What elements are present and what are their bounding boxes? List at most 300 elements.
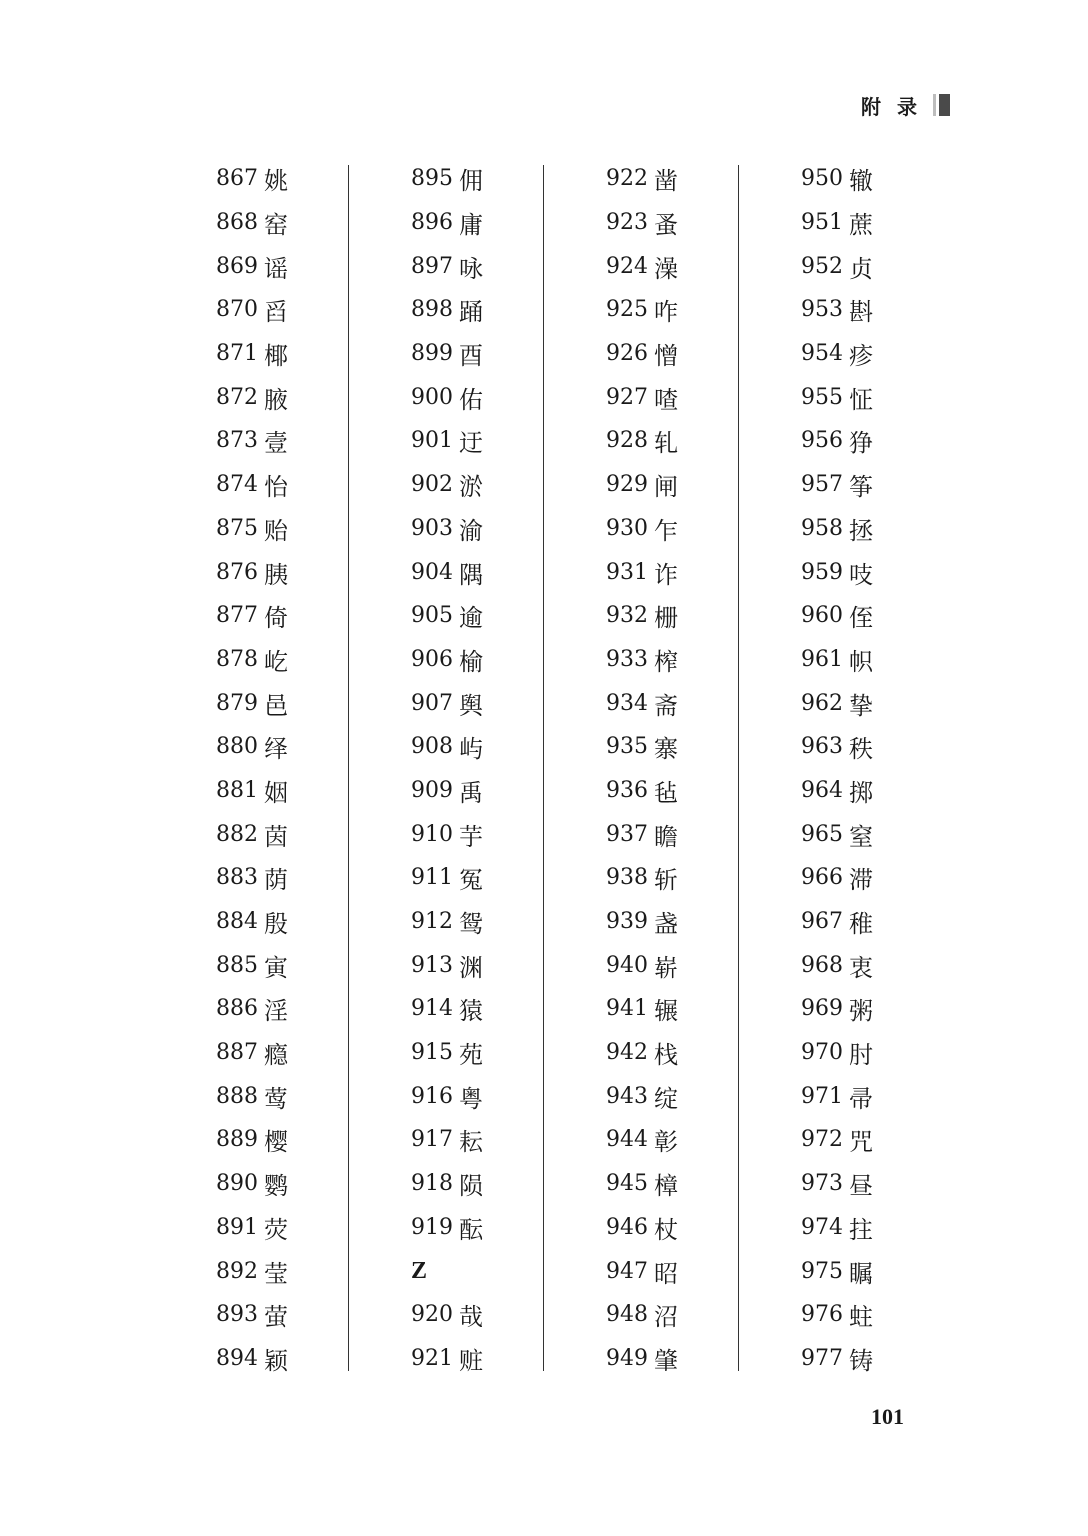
entry-character: 淤 bbox=[459, 473, 483, 502]
entry-number: 963 bbox=[801, 734, 843, 760]
entry-character: 凿 bbox=[654, 167, 678, 196]
entry-character: 屿 bbox=[459, 735, 483, 764]
page-header bbox=[861, 90, 950, 120]
list-item bbox=[606, 943, 801, 987]
list-item bbox=[216, 987, 411, 1031]
list-item bbox=[801, 900, 996, 944]
list-item bbox=[801, 375, 996, 419]
list-item bbox=[411, 1162, 606, 1206]
list-item bbox=[411, 900, 606, 944]
entry-number: 869 bbox=[216, 253, 258, 279]
entry-character: 挚 bbox=[849, 691, 873, 720]
entry-number: 880 bbox=[216, 734, 258, 760]
entry-character: 颖 bbox=[264, 1346, 288, 1375]
list-item bbox=[606, 681, 801, 725]
list-item bbox=[606, 375, 801, 419]
entry-character: 绽 bbox=[654, 1084, 678, 1113]
entry-number: 870 bbox=[216, 297, 258, 323]
list-item bbox=[411, 1118, 606, 1162]
entry-number: 875 bbox=[216, 515, 258, 541]
entry-character: 斟 bbox=[849, 298, 873, 327]
entry-character: 渝 bbox=[459, 516, 483, 545]
entry-character: 谣 bbox=[264, 254, 288, 283]
entry-character: 屹 bbox=[264, 647, 288, 676]
list-item bbox=[216, 900, 411, 944]
entry-number: 916 bbox=[411, 1083, 453, 1109]
entry-number: 915 bbox=[411, 1040, 453, 1066]
entry-number: 883 bbox=[216, 865, 258, 891]
entry-character: 猿 bbox=[459, 997, 483, 1026]
entry-number: 908 bbox=[411, 734, 453, 760]
list-item bbox=[411, 638, 606, 682]
entry-number: 906 bbox=[411, 646, 453, 672]
entry-number: 961 bbox=[801, 646, 843, 672]
entry-number: 976 bbox=[801, 1302, 843, 1328]
entry-character: 窑 bbox=[264, 211, 288, 240]
list-item bbox=[411, 1337, 606, 1381]
entry-character: 茵 bbox=[264, 822, 288, 851]
entry-character: 肇 bbox=[654, 1346, 678, 1375]
entry-number: 967 bbox=[801, 909, 843, 935]
list-item bbox=[216, 550, 411, 594]
entry-number: 937 bbox=[606, 821, 648, 847]
entry-number: 904 bbox=[411, 559, 453, 585]
entry-number: 930 bbox=[606, 515, 648, 541]
entry-number: 889 bbox=[216, 1127, 258, 1153]
entry-character: 蔗 bbox=[849, 211, 873, 240]
list-item bbox=[411, 550, 606, 594]
list-item bbox=[801, 550, 996, 594]
entry-number: 939 bbox=[606, 909, 648, 935]
character-column-2 bbox=[411, 157, 606, 1380]
entry-character: 苑 bbox=[459, 1041, 483, 1070]
list-item bbox=[216, 594, 411, 638]
entry-number: 943 bbox=[606, 1083, 648, 1109]
entry-number: 971 bbox=[801, 1083, 843, 1109]
entry-character: 芋 bbox=[459, 822, 483, 851]
list-item bbox=[411, 463, 606, 507]
list-item bbox=[606, 1074, 801, 1118]
entry-character: 咏 bbox=[459, 254, 483, 283]
entry-character: 粤 bbox=[459, 1084, 483, 1113]
entry-number: 877 bbox=[216, 603, 258, 629]
list-item bbox=[606, 1337, 801, 1381]
entry-character: 咋 bbox=[654, 298, 678, 327]
list-item bbox=[216, 856, 411, 900]
entry-character: 吱 bbox=[849, 560, 873, 589]
entry-number: 884 bbox=[216, 909, 258, 935]
list-item bbox=[801, 638, 996, 682]
list-item bbox=[216, 463, 411, 507]
entry-character: 佣 bbox=[459, 167, 483, 196]
entry-number: 879 bbox=[216, 690, 258, 716]
list-item bbox=[606, 507, 801, 551]
entry-character: 荫 bbox=[264, 866, 288, 895]
list-item bbox=[606, 1118, 801, 1162]
list-item bbox=[606, 463, 801, 507]
entry-character: 耘 bbox=[459, 1128, 483, 1157]
list-item bbox=[801, 1206, 996, 1250]
list-item bbox=[606, 594, 801, 638]
entry-character: 乍 bbox=[654, 516, 678, 545]
list-item bbox=[216, 332, 411, 376]
list-item bbox=[801, 1293, 996, 1337]
entry-number: 882 bbox=[216, 821, 258, 847]
list-item bbox=[801, 943, 996, 987]
list-item bbox=[801, 332, 996, 376]
list-item bbox=[411, 1031, 606, 1075]
entry-number: 912 bbox=[411, 909, 453, 935]
entry-character: 哉 bbox=[459, 1303, 483, 1332]
list-item bbox=[411, 725, 606, 769]
entry-number: 902 bbox=[411, 472, 453, 498]
entry-character: 鹦 bbox=[264, 1172, 288, 1201]
entry-number: 975 bbox=[801, 1258, 843, 1284]
list-item bbox=[216, 1074, 411, 1118]
list-item bbox=[411, 288, 606, 332]
list-item bbox=[606, 288, 801, 332]
list-item bbox=[801, 201, 996, 245]
entry-character: 咒 bbox=[849, 1128, 873, 1157]
entry-number: 952 bbox=[801, 253, 843, 279]
entry-number: 938 bbox=[606, 865, 648, 891]
list-item bbox=[411, 943, 606, 987]
list-item bbox=[216, 681, 411, 725]
entry-character: 毡 bbox=[654, 778, 678, 807]
entry-character: 赃 bbox=[459, 1346, 483, 1375]
list-item bbox=[801, 1249, 996, 1293]
list-item bbox=[411, 681, 606, 725]
entry-number: 958 bbox=[801, 515, 843, 541]
list-item bbox=[411, 201, 606, 245]
list-item bbox=[411, 594, 606, 638]
entry-character: 胰 bbox=[264, 560, 288, 589]
entry-character: 舆 bbox=[459, 691, 483, 720]
entry-character: 彰 bbox=[654, 1128, 678, 1157]
entry-number: 887 bbox=[216, 1040, 258, 1066]
entry-number: 886 bbox=[216, 996, 258, 1022]
entry-number: 909 bbox=[411, 777, 453, 803]
entry-number: 944 bbox=[606, 1127, 648, 1153]
list-item bbox=[801, 987, 996, 1031]
entry-number: 924 bbox=[606, 253, 648, 279]
entry-number: 965 bbox=[801, 821, 843, 847]
character-list bbox=[216, 157, 996, 1380]
list-item bbox=[216, 157, 411, 201]
entry-character: 拯 bbox=[849, 516, 873, 545]
entry-character: 姚 bbox=[264, 167, 288, 196]
list-item bbox=[216, 507, 411, 551]
entry-character: 栅 bbox=[654, 604, 678, 633]
entry-character: 澡 bbox=[654, 254, 678, 283]
header-bar-thin bbox=[933, 94, 936, 116]
entry-number: 899 bbox=[411, 341, 453, 367]
entry-character: 辗 bbox=[654, 997, 678, 1026]
entry-number: 947 bbox=[606, 1258, 648, 1284]
list-item bbox=[216, 1162, 411, 1206]
entry-number: 970 bbox=[801, 1040, 843, 1066]
list-item bbox=[801, 1074, 996, 1118]
entry-number: 955 bbox=[801, 384, 843, 410]
list-item bbox=[801, 1162, 996, 1206]
entry-character: 筝 bbox=[849, 473, 873, 502]
entry-character: 秩 bbox=[849, 735, 873, 764]
entry-character: 逾 bbox=[459, 604, 483, 633]
entry-number: 946 bbox=[606, 1214, 648, 1240]
list-item bbox=[411, 244, 606, 288]
entry-number: 868 bbox=[216, 210, 258, 236]
entry-number: 972 bbox=[801, 1127, 843, 1153]
list-item bbox=[801, 1031, 996, 1075]
entry-character: 酉 bbox=[459, 342, 483, 371]
entry-character: 壹 bbox=[264, 429, 288, 458]
entry-number: 907 bbox=[411, 690, 453, 716]
list-item bbox=[606, 1031, 801, 1075]
list-item bbox=[606, 769, 801, 813]
entry-number: 969 bbox=[801, 996, 843, 1022]
list-item bbox=[801, 725, 996, 769]
header-title: 附录 bbox=[861, 94, 933, 119]
list-item bbox=[606, 725, 801, 769]
list-item bbox=[216, 1206, 411, 1250]
entry-character: 怡 bbox=[264, 473, 288, 502]
list-item bbox=[411, 332, 606, 376]
list-item bbox=[411, 856, 606, 900]
entry-character: 侄 bbox=[849, 604, 873, 633]
entry-character: 斩 bbox=[654, 866, 678, 895]
entry-character: 喳 bbox=[654, 385, 678, 414]
list-item bbox=[606, 638, 801, 682]
list-item bbox=[801, 463, 996, 507]
entry-number: 917 bbox=[411, 1127, 453, 1153]
list-item bbox=[801, 157, 996, 201]
list-item bbox=[801, 244, 996, 288]
entry-number: 910 bbox=[411, 821, 453, 847]
list-item bbox=[216, 943, 411, 987]
character-column-1 bbox=[216, 157, 411, 1380]
list-item bbox=[606, 201, 801, 245]
list-item bbox=[801, 856, 996, 900]
list-item bbox=[606, 1206, 801, 1250]
entry-character: 瘾 bbox=[264, 1041, 288, 1070]
entry-character: 铸 bbox=[849, 1346, 873, 1375]
list-item bbox=[606, 900, 801, 944]
entry-number: 932 bbox=[606, 603, 648, 629]
entry-character: 陨 bbox=[459, 1172, 483, 1201]
entry-character: 椰 bbox=[264, 342, 288, 371]
entry-character: 姻 bbox=[264, 778, 288, 807]
entry-number: 898 bbox=[411, 297, 453, 323]
entry-number: 891 bbox=[216, 1214, 258, 1240]
entry-character: 渊 bbox=[459, 953, 483, 982]
entry-character: 窒 bbox=[849, 822, 873, 851]
entry-number: 871 bbox=[216, 341, 258, 367]
list-item bbox=[216, 244, 411, 288]
entry-character: 倚 bbox=[264, 604, 288, 633]
entry-number: 929 bbox=[606, 472, 648, 498]
entry-number: 867 bbox=[216, 166, 258, 192]
entry-number: 956 bbox=[801, 428, 843, 454]
list-item bbox=[606, 157, 801, 201]
entry-number: 905 bbox=[411, 603, 453, 629]
entry-number: 913 bbox=[411, 952, 453, 978]
entry-number: 957 bbox=[801, 472, 843, 498]
entry-character: 蛀 bbox=[849, 1303, 873, 1332]
entry-character: 衷 bbox=[849, 953, 873, 982]
section-letter: Z bbox=[411, 1257, 428, 1284]
entry-number: 923 bbox=[606, 210, 648, 236]
entry-number: 921 bbox=[411, 1345, 453, 1371]
entry-character: 辙 bbox=[849, 167, 873, 196]
entry-character: 迂 bbox=[459, 429, 483, 458]
entry-character: 盏 bbox=[654, 910, 678, 939]
entry-character: 栈 bbox=[654, 1041, 678, 1070]
list-item bbox=[411, 419, 606, 463]
header-bar-icon bbox=[933, 94, 950, 116]
list-item bbox=[216, 201, 411, 245]
entry-number: 928 bbox=[606, 428, 648, 454]
entry-character: 稚 bbox=[849, 910, 873, 939]
list-item bbox=[411, 375, 606, 419]
entry-character: 庸 bbox=[459, 211, 483, 240]
list-item bbox=[606, 987, 801, 1031]
list-item bbox=[216, 1293, 411, 1337]
entry-number: 878 bbox=[216, 646, 258, 672]
list-item bbox=[801, 419, 996, 463]
entry-number: 922 bbox=[606, 166, 648, 192]
entry-character: 斋 bbox=[654, 691, 678, 720]
entry-number: 950 bbox=[801, 166, 843, 192]
entry-number: 973 bbox=[801, 1171, 843, 1197]
list-item bbox=[801, 507, 996, 551]
entry-number: 894 bbox=[216, 1345, 258, 1371]
entry-number: 966 bbox=[801, 865, 843, 891]
header-bar-thick bbox=[939, 94, 950, 116]
entry-number: 935 bbox=[606, 734, 648, 760]
entry-character: 贻 bbox=[264, 516, 288, 545]
list-item bbox=[411, 1074, 606, 1118]
entry-character: 萤 bbox=[264, 1303, 288, 1332]
entry-character: 榆 bbox=[459, 647, 483, 676]
character-column-3 bbox=[606, 157, 801, 1380]
entry-character: 怔 bbox=[849, 385, 873, 414]
entry-character: 憎 bbox=[654, 342, 678, 371]
entry-character: 绎 bbox=[264, 735, 288, 764]
list-item bbox=[606, 419, 801, 463]
entry-character: 昭 bbox=[654, 1259, 678, 1288]
entry-number: 903 bbox=[411, 515, 453, 541]
list-item bbox=[216, 288, 411, 332]
entry-number: 897 bbox=[411, 253, 453, 279]
entry-character: 狰 bbox=[849, 429, 873, 458]
list-item bbox=[411, 769, 606, 813]
page-number: 101 bbox=[871, 1404, 904, 1429]
entry-number: 872 bbox=[216, 384, 258, 410]
entry-number: 940 bbox=[606, 952, 648, 978]
list-item bbox=[606, 812, 801, 856]
entry-number: 945 bbox=[606, 1171, 648, 1197]
list-item bbox=[216, 812, 411, 856]
entry-number: 951 bbox=[801, 210, 843, 236]
entry-character: 寨 bbox=[654, 735, 678, 764]
entry-character: 寅 bbox=[264, 953, 288, 982]
list-item bbox=[216, 375, 411, 419]
entry-number: 954 bbox=[801, 341, 843, 367]
entry-character: 踊 bbox=[459, 298, 483, 327]
entry-number: 914 bbox=[411, 996, 453, 1022]
entry-character: 莹 bbox=[264, 1259, 288, 1288]
list-item bbox=[216, 638, 411, 682]
entry-character: 冤 bbox=[459, 866, 483, 895]
list-item bbox=[216, 1118, 411, 1162]
entry-number: 926 bbox=[606, 341, 648, 367]
entry-character: 瞻 bbox=[654, 822, 678, 851]
entry-number: 881 bbox=[216, 777, 258, 803]
list-item bbox=[801, 1118, 996, 1162]
list-item bbox=[216, 419, 411, 463]
entry-number: 892 bbox=[216, 1258, 258, 1284]
entry-number: 885 bbox=[216, 952, 258, 978]
entry-character: 淫 bbox=[264, 997, 288, 1026]
entry-number: 874 bbox=[216, 472, 258, 498]
entry-character: 拄 bbox=[849, 1215, 873, 1244]
list-item bbox=[606, 856, 801, 900]
entry-number: 919 bbox=[411, 1214, 453, 1240]
list-item bbox=[606, 1249, 801, 1293]
entry-number: 949 bbox=[606, 1345, 648, 1371]
entry-character: 鸳 bbox=[459, 910, 483, 939]
entry-character: 贞 bbox=[849, 254, 873, 283]
entry-character: 昼 bbox=[849, 1172, 873, 1201]
list-item bbox=[606, 1293, 801, 1337]
entry-number: 933 bbox=[606, 646, 648, 672]
entry-number: 896 bbox=[411, 210, 453, 236]
entry-number: 900 bbox=[411, 384, 453, 410]
entry-number: 895 bbox=[411, 166, 453, 192]
entry-number: 927 bbox=[606, 384, 648, 410]
entry-number: 968 bbox=[801, 952, 843, 978]
entry-character: 诈 bbox=[654, 560, 678, 589]
entry-number: 901 bbox=[411, 428, 453, 454]
list-item bbox=[801, 769, 996, 813]
entry-character: 杖 bbox=[654, 1215, 678, 1244]
entry-number: 920 bbox=[411, 1302, 453, 1328]
list-item bbox=[411, 157, 606, 201]
list-item bbox=[216, 1337, 411, 1381]
list-item bbox=[411, 1206, 606, 1250]
entry-character: 榨 bbox=[654, 647, 678, 676]
list-item bbox=[801, 681, 996, 725]
entry-character: 粥 bbox=[849, 997, 873, 1026]
entry-character: 舀 bbox=[264, 298, 288, 327]
entry-number: 934 bbox=[606, 690, 648, 716]
entry-character: 闸 bbox=[654, 473, 678, 502]
list-item bbox=[216, 1249, 411, 1293]
entry-character: 蚤 bbox=[654, 211, 678, 240]
entry-character: 殷 bbox=[264, 910, 288, 939]
entry-character: 隅 bbox=[459, 560, 483, 589]
list-item bbox=[411, 507, 606, 551]
entry-number: 960 bbox=[801, 603, 843, 629]
entry-number: 941 bbox=[606, 996, 648, 1022]
entry-number: 911 bbox=[411, 865, 453, 891]
list-item bbox=[216, 769, 411, 813]
entry-character: 滞 bbox=[849, 866, 873, 895]
entry-number: 876 bbox=[216, 559, 258, 585]
list-item bbox=[411, 1293, 606, 1337]
entry-character: 荧 bbox=[264, 1215, 288, 1244]
list-item bbox=[801, 812, 996, 856]
